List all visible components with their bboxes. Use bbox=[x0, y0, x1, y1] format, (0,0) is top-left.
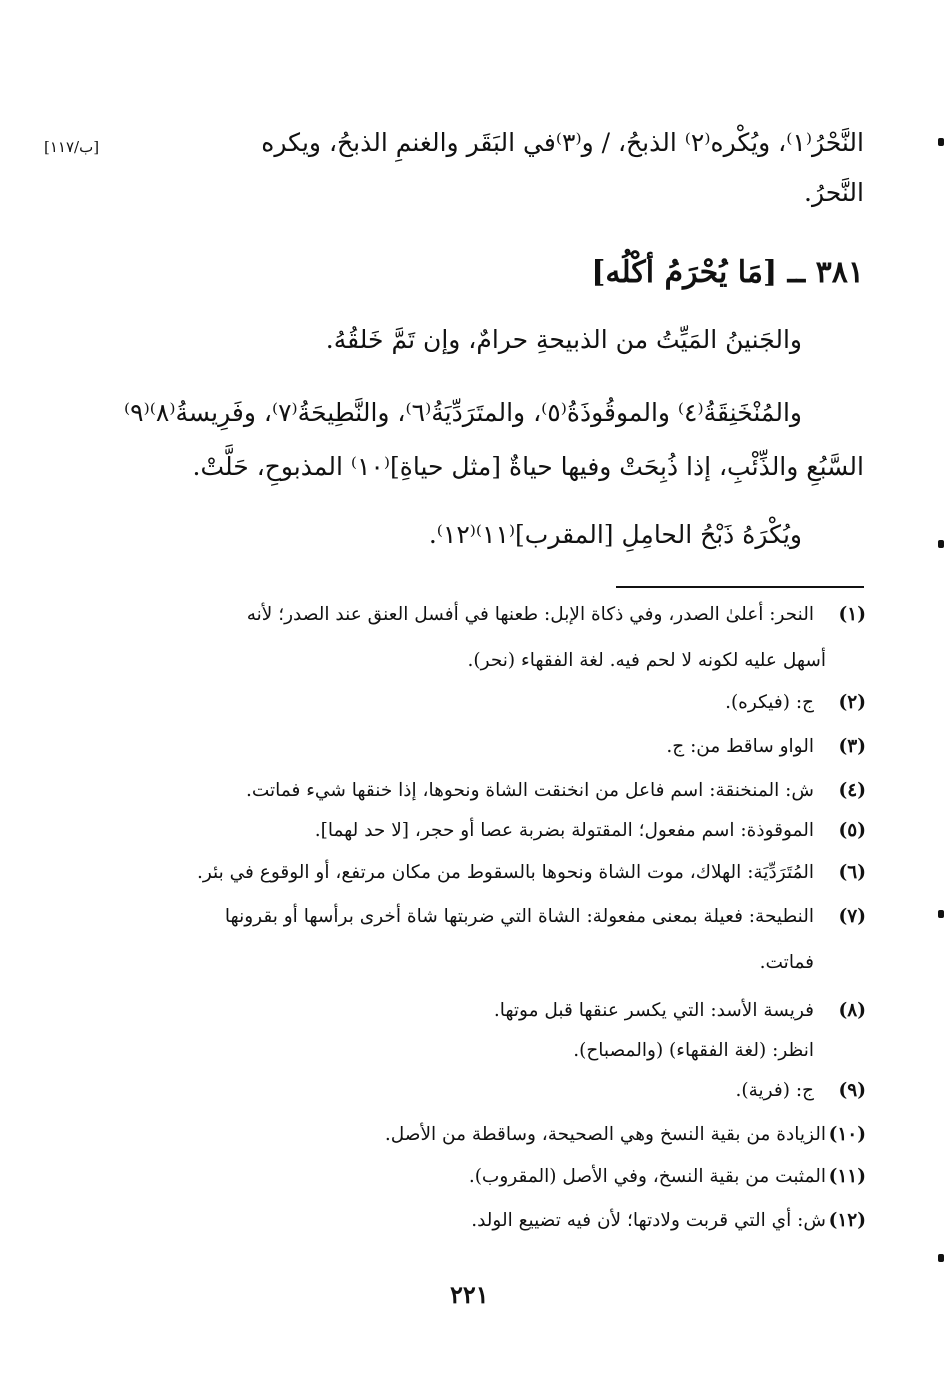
footnote-text-continued: انظر: (لغة الفقهاء) (والمصباح). bbox=[573, 1040, 814, 1061]
footnote-number: (١٢) bbox=[828, 1210, 866, 1231]
footnote-text: ج: (فرية). bbox=[735, 1080, 814, 1101]
footnote-number: (٤) bbox=[838, 780, 866, 801]
footnote-separator bbox=[616, 586, 864, 588]
paragraph-1: والجَنينُ المَيِّتُ من الذبيحةِ حرامٌ، وإن تَمَّ خَلقُهُ. bbox=[325, 325, 802, 354]
edge-mark bbox=[938, 910, 944, 918]
edge-mark bbox=[938, 540, 944, 548]
edge-mark bbox=[938, 138, 944, 146]
footnote-number: (٣) bbox=[838, 736, 866, 757]
footnote-number: (١) bbox=[838, 604, 866, 625]
footnote-number: (٩) bbox=[838, 1080, 866, 1101]
footnote-text: ش: المنخنقة: اسم فاعل من انخنقت الشاة ونحوها، إذا خنقها شيء فماتت. bbox=[245, 780, 814, 801]
footnote-text: ش: أي التي قربت ولادتها؛ لأن فيه تضييع الولد. bbox=[471, 1210, 826, 1231]
footnote-text: النطيحة: فعيلة بمعنى مفعولة: الشاة التي ضربتها شاة أخرى برأسها أو بقرونها bbox=[224, 906, 814, 927]
paragraph-2-line-1: والمُنْخَنِقَةُ⁽٤⁾ والموقُوذَةُ⁽٥⁾، والمتَرَدِّيَةُ⁽٦⁾، والنَّطِيحَةُ⁽٧⁾، وفَرِيسةُ⁽٨⁾⁽٩⁾ bbox=[124, 398, 802, 427]
footnote-text: الواو ساقط من: ج. bbox=[666, 736, 814, 757]
footnote-number: (٧) bbox=[838, 906, 866, 927]
footnote-number: (٥) bbox=[838, 820, 866, 841]
footnote-text: المُتَرَدِّيَة: الهلاك، موت الشاة ونحوها بالسقوط من مكان مرتفع، أو الوقوع في بئر. bbox=[196, 862, 814, 883]
footnote-text: الموقوذة: اسم مفعول؛ المقتولة بضربة عصا أو حجر، [لا حد لهما]. bbox=[314, 820, 814, 841]
paragraph-3: ويُكْرَهُ ذَبْحُ الحامِلِ [المقرب]⁽١١⁾⁽١٢⁾. bbox=[428, 520, 802, 549]
body-line-2: النَّحرُ. bbox=[804, 178, 864, 207]
paragraph-2-line-2: السَّبُعِ والذِّئْبِ، إذا ذُبِحَتْ وفيها حياةٌ [مثل حياةِ]⁽١٠⁾ المذبوحِ، حَلَّتْ. bbox=[192, 452, 864, 481]
footnote-number: (٢) bbox=[838, 692, 866, 713]
body-line-1: النَّحْرُ⁽١⁾، ويُكْره⁽٢⁾ الذبحُ، / و⁽٣⁾في البَقَر والغنمِ الذبحُ، ويكره bbox=[261, 128, 864, 157]
footnote-number: (٦) bbox=[838, 862, 866, 883]
page-number: ٢٢١ bbox=[450, 1280, 489, 1309]
footnote-text-continued: أسهل عليه لكونه لا لحم فيه. لغة الفقهاء (نحر). bbox=[467, 650, 826, 671]
footnote-text: ج: (فيكره). bbox=[725, 692, 814, 713]
footnote-number: (١١) bbox=[828, 1166, 866, 1187]
footnote-number: (١٠) bbox=[828, 1124, 866, 1145]
footnote-text: النحر: أعلىٰ الصدر، وفي ذكاة الإبل: طعنها في أفسل العنق عند الصدر؛ لأنه bbox=[246, 604, 814, 625]
footnote-text: فريسة الأسد: التي يكسر عنقها قبل موتها. bbox=[493, 1000, 814, 1021]
footnote-number: (٨) bbox=[838, 1000, 866, 1021]
edge-mark bbox=[938, 1254, 944, 1262]
margin-reference: [ب/١١٧] bbox=[44, 138, 100, 156]
footnote-text-continued: فماتت. bbox=[759, 952, 814, 973]
footnote-text: المثبت من بقية النسخ، وفي الأصل (المقروب). bbox=[468, 1166, 826, 1187]
footnote-text: الزيادة من بقية النسخ وهي الصحيحة، وساقطة من الأصل. bbox=[384, 1124, 826, 1145]
section-heading: ٣٨١ ــ [مَا يُحْرَمُ أكْلُه] bbox=[591, 255, 864, 290]
